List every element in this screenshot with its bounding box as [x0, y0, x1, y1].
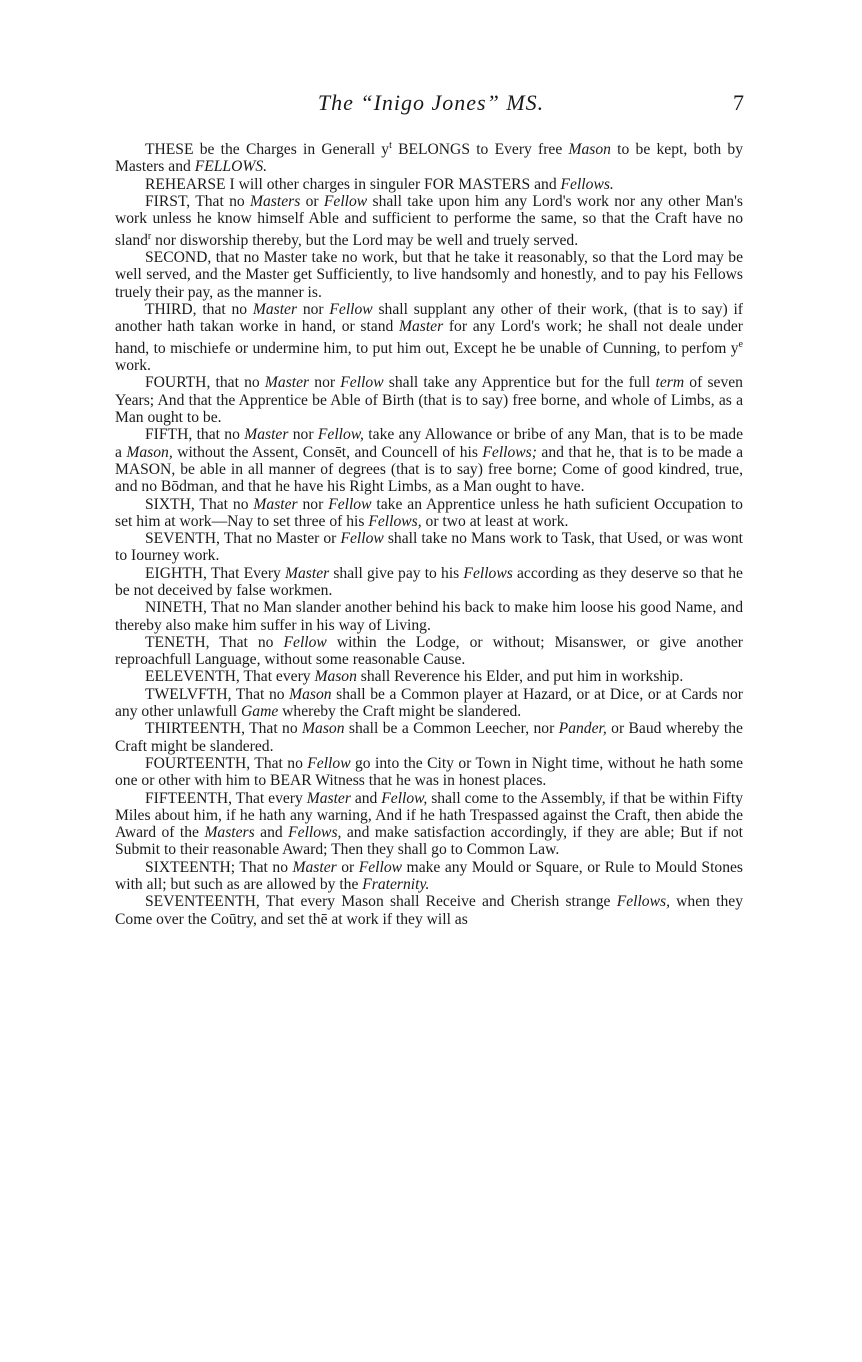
- text-segment: or: [336, 858, 359, 876]
- text-segment: THESE be the Charges in Generall y: [145, 141, 390, 159]
- charge-paragraph: [115, 565, 743, 600]
- italic-term: Master: [244, 426, 289, 444]
- text-segment: TENETH, That no: [145, 633, 284, 651]
- text-segment: FIFTH, that no: [145, 426, 245, 444]
- text-segment: work.: [115, 357, 151, 375]
- italic-term: term: [655, 374, 685, 392]
- text-segment: and make satisfaction accordingly, if they are able; But if not Submit to their reasonable Award; Then they shall go to Common Law.: [115, 824, 743, 859]
- charge-paragraph: [115, 301, 743, 374]
- italic-term: Game: [241, 703, 279, 721]
- italic-term: Fellows;: [482, 443, 537, 461]
- italic-term: Fellows,: [616, 893, 670, 911]
- text-segment: SIXTH, That no: [145, 495, 254, 513]
- text-segment: THIRD, that no: [145, 301, 253, 319]
- italic-term: Master: [285, 564, 330, 582]
- text-segment: take any Allowance or bribe of any Man, that is to be made a: [115, 426, 743, 461]
- text-segment: when they Come over the Coūtry, and set thē at work if they will as: [115, 893, 743, 928]
- italic-term: Fellow: [283, 633, 327, 651]
- italic-term: Mason: [289, 685, 332, 703]
- italic-term: Masters: [250, 193, 301, 211]
- text-segment: EIGHTH, That Every: [145, 564, 285, 582]
- text-segment: FIRST, That no: [145, 193, 251, 211]
- superscript-abbrev: t: [389, 140, 392, 151]
- text-segment: shall take any Apprentice but for the full: [383, 374, 656, 392]
- text-segment: go into the City or Town in Night time, without he hath some one or other with him to BEAR Witness that he was in honest places.: [115, 754, 743, 790]
- text-segment: shall give pay to his: [329, 564, 464, 582]
- italic-term: Fellows,: [288, 824, 342, 842]
- page-header: [0, 86, 862, 120]
- text-segment: whereby the Craft might be slandered.: [278, 703, 522, 721]
- text-segment: within the Lodge, or without; Misanswer, or give another reproachfull Language, without some reasonable Cause.: [115, 633, 743, 669]
- text-segment: of seven Years; And that the Apprentice be Able of Birth (that is to say) free borne, and whole of Limbs, as a Man ought to be.: [115, 374, 743, 427]
- text-segment: and: [254, 824, 289, 842]
- italic-term: Fellow: [307, 754, 351, 772]
- text-segment: shall take no Mans work to Task, that Used, or was wont to Iourney work.: [115, 530, 743, 565]
- charge-paragraph: [115, 374, 743, 426]
- italic-term: Master: [306, 789, 351, 807]
- italic-term: Fellows,: [368, 512, 422, 530]
- charge-paragraph: [115, 599, 743, 634]
- text-segment: take an Apprentice unless he hath suficient Occupation to set him at work—Nay to set three of his: [115, 495, 743, 530]
- page-number: 7: [733, 90, 744, 115]
- italic-term: Fellow: [340, 374, 384, 392]
- italic-term: Fellow: [328, 495, 372, 513]
- italic-term: Master: [398, 318, 444, 336]
- text-segment: without the Assent, Consēt, and Councell of his: [172, 443, 483, 461]
- text-segment: shall Reverence his Elder, and put him in workship.: [356, 668, 684, 686]
- text-segment: nor: [288, 426, 318, 444]
- italic-term: Master: [292, 858, 337, 876]
- italic-term: Master: [252, 301, 298, 319]
- text-segment: shall take upon him any Lord's work nor any other Man's work unless he know himself Able and sufficient to performe the same, so that the Craft have no sland: [115, 193, 743, 249]
- text-segment: nor: [297, 301, 330, 319]
- text-segment: SEVENTEENTH, That every Mason shall Receive and Cherish strange: [145, 893, 617, 911]
- document-body: [115, 137, 743, 928]
- charge-paragraph: [115, 496, 743, 531]
- charge-paragraph: [115, 137, 743, 176]
- text-segment: nor: [309, 374, 341, 392]
- italic-term: Fellow: [358, 858, 403, 876]
- italic-term: Mason: [302, 720, 345, 738]
- superscript-abbrev: e: [738, 338, 743, 350]
- charge-paragraph: [115, 686, 743, 721]
- text-segment: THIRTEENTH, That no: [145, 720, 303, 738]
- italic-term: Fellow: [340, 530, 384, 548]
- text-segment: to be kept, both by Masters and: [115, 141, 744, 176]
- charge-paragraph: [115, 249, 743, 301]
- charge-paragraph: [115, 755, 743, 790]
- text-segment: according as they deserve so that he be not deceived by false workmen.: [115, 564, 743, 599]
- italic-term: Fellows.: [560, 175, 614, 193]
- text-segment: FOURTH, that no: [145, 374, 265, 392]
- text-segment: or two at least at work.: [421, 512, 569, 530]
- text-segment: FIFTEENTH, That every: [145, 789, 307, 807]
- charge-paragraph: [115, 668, 743, 685]
- text-segment: REHEARSE I will other charges in singuler FOR MASTERS and: [145, 175, 561, 193]
- italic-term: Masters: [204, 824, 255, 842]
- text-segment: FOURTEENTH, That no: [145, 754, 308, 772]
- text-segment: make any Mould or Square, or Rule to Mould Stones with all; but such as are allowed by the: [115, 858, 743, 894]
- charge-paragraph: [115, 530, 743, 565]
- charge-paragraph: [115, 176, 743, 193]
- charge-paragraph: [115, 426, 743, 495]
- charge-paragraph: [115, 720, 743, 755]
- italic-term: Mason,: [126, 443, 173, 461]
- charge-paragraph: [115, 193, 743, 249]
- text-segment: or Baud whereby the Craft might be slandered.: [115, 720, 743, 755]
- italic-term: FELLOWS.: [194, 158, 268, 176]
- charge-paragraph: [115, 893, 743, 928]
- page-title: The “Inigo Jones” MS.: [317, 90, 545, 115]
- text-segment: BELONGS to Every free: [391, 141, 569, 159]
- italic-term: Mason: [568, 141, 611, 159]
- italic-term: Fellows: [463, 564, 513, 582]
- italic-term: Master: [253, 495, 298, 513]
- text-segment: and: [350, 789, 382, 807]
- text-segment: shall supplant any other of their work, (that is to say) if another hath takan worke in hand, or stand: [115, 301, 743, 336]
- text-segment: shall be a Common Leecher, nor: [344, 720, 559, 738]
- charge-paragraph: [115, 634, 743, 669]
- italic-term: Fellow,: [381, 789, 428, 807]
- text-segment: SIXTEENTH; That no: [145, 858, 293, 876]
- text-segment: shall come to the Assembly, if that be within Fifty Miles about him, if he hath any warning, And if he hath Trespassed against the Craft, then abide the Award of the: [115, 789, 744, 842]
- charge-paragraph: [115, 790, 743, 859]
- italic-term: Master: [264, 374, 310, 392]
- italic-term: Mason: [314, 668, 357, 686]
- superscript-abbrev: r: [147, 230, 152, 242]
- italic-term: Fellow,: [317, 426, 364, 444]
- italic-term: Fraternity.: [362, 876, 430, 894]
- text-segment: SEVENTH, That no Master or: [145, 530, 341, 548]
- italic-term: Fellow: [323, 193, 368, 211]
- text-segment: shall be a Common player at Hazard, or at Dice, or at Cards nor any other unlawfull: [115, 685, 743, 721]
- text-segment: SECOND, that no Master take no work, but that he take it reasonably, so that the Lord may be well served, and the Master get Sufficiently, to live handsomly and honestly, and to pay his Fellows truely their pay, as the manner is.: [115, 249, 743, 301]
- text-segment: TWELVFTH, That no: [145, 685, 290, 703]
- text-segment: or: [300, 193, 324, 211]
- text-segment: nor: [297, 495, 329, 513]
- text-segment: and that he, that is to be made a MASON, be able in all manner of degrees (that is to say) free borne; Come of good kindred, true, and no Bōdman, and that he have his Right Limbs, as a Man ought to have.: [115, 443, 743, 496]
- text-segment: NINETH, That no Man slander another behind his back to make him loose his good Name, and thereby also make him suffer in his way of Living.: [115, 599, 743, 634]
- italic-term: Pander,: [558, 720, 607, 738]
- italic-term: Fellow: [329, 301, 373, 319]
- text-segment: nor disworship thereby, but the Lord may be well and truely served.: [151, 231, 579, 249]
- text-segment: EELEVENTH, That every: [145, 668, 315, 686]
- text-segment: for any Lord's work; he shall not deale under hand, to mischiefe or undermine him, to put him out, Except he be unable of Cunning, to perfom y: [115, 318, 743, 357]
- charge-paragraph: [115, 859, 743, 894]
